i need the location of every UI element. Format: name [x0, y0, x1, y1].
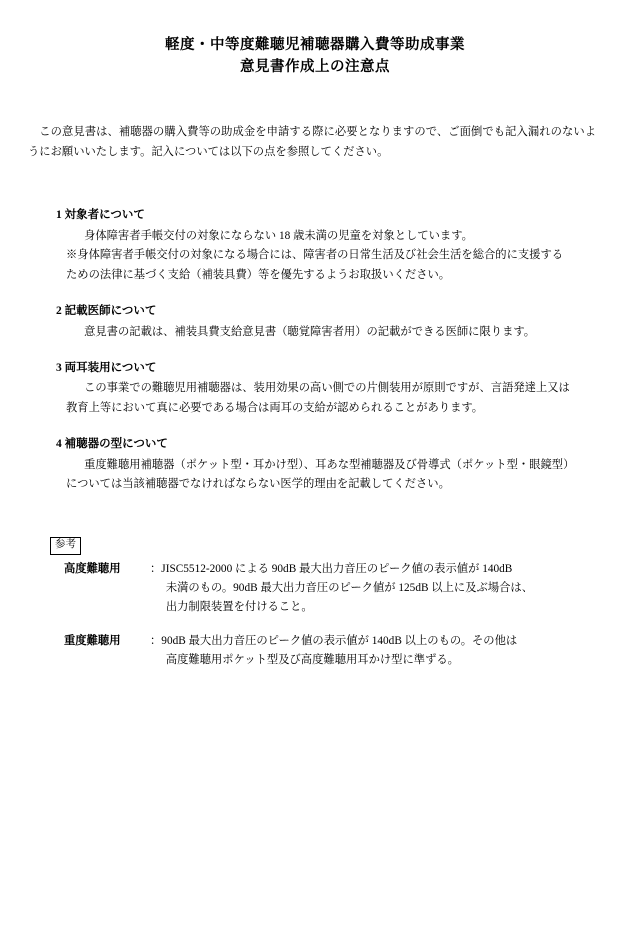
reference-label: 重度難聴用	[64, 634, 121, 647]
section-paragraph: 重度難聴用補聴器（ポケット型・耳かけ型）、耳あな型補聴器及び骨導式（ポケット型・眼鏡型）	[84, 458, 575, 471]
section-paragraph: 身体障害者手帳交付の対象にならない 18 歳未満の児童を対象としています。	[84, 229, 473, 242]
reference-line: 高度難聴用ポケット型及び高度難聴用耳かけ型に準ずる。	[165, 654, 459, 667]
section-body	[56, 456, 590, 495]
reference-label: 高度難聴用	[64, 562, 121, 575]
reference-line: 出力制限装置を付けること。	[165, 601, 313, 614]
sections-list	[0, 206, 630, 494]
title-line-1: 軽度・中等度難聴児補聴器購入費等助成事業	[165, 37, 465, 53]
title-line-2: 意見書作成上の注意点	[240, 59, 390, 76]
section-paragraph: については当該補聴器でなければならない医学的理由を記載してください。	[66, 477, 450, 490]
section-binaural	[56, 359, 590, 418]
section-heading: 1 対象者について	[56, 209, 145, 222]
section-heading: 2 記載医師について	[56, 305, 157, 318]
section-paragraph: 教育上等において真に必要である場合は両耳の支給が認められることがあります。	[66, 401, 484, 414]
section-heading: 3 両耳装用について	[56, 361, 157, 374]
reference-text	[150, 560, 533, 618]
reference-line: ：JISC5512-2000 による 90dB 最大出力音圧のピーク値の表示値が 140dB	[150, 562, 513, 575]
section-paragraph: ※身体障害者手帳交付の対象になる場合には、障害者の日常生活及び社会生活を総合的に支援する	[66, 249, 564, 262]
intro-paragraph	[0, 123, 630, 163]
section-doctor	[56, 302, 590, 342]
section-target-persons	[56, 206, 590, 285]
reference-line: 未満のもの。90dB 最大出力音圧のピーク値が 125dB 以上に及ぶ場合は、	[165, 582, 534, 594]
page-title	[0, 34, 630, 79]
section-device-type	[56, 435, 590, 494]
reference-line: ：90dB 最大出力音圧のピーク値の表示値が 140dB 以上のもの。その他は	[150, 634, 518, 647]
section-paragraph: 意見書の記載は、補装具費支給意見書（聴覚障害者用）の記載ができる医師に限ります。	[84, 325, 536, 338]
intro-text: この意見書は、補聴器の購入費等の助成金を申請する際に必要となりますので、ご面倒でも記入漏れのないようにお願いいたします。記入については以下の点を参照してください。	[28, 125, 596, 158]
section-paragraph: ための法律に基づく支給（補装具費）等を優先するようお取扱いください。	[66, 268, 451, 281]
section-heading: 4 補聴器の型について	[56, 438, 168, 451]
reference-block	[0, 536, 630, 670]
section-body	[56, 379, 590, 418]
reference-row-profound	[50, 632, 590, 671]
section-paragraph: この事業での難聴児用補聴器は、装用効果の高い側での片側装用が原則ですが、言語発達上又は	[84, 382, 570, 395]
section-body	[56, 227, 590, 285]
reference-text	[150, 632, 517, 671]
document-page	[0, 34, 630, 949]
section-body	[56, 323, 590, 342]
reference-row-severe-moderate	[50, 560, 590, 618]
reference-tag: 参考	[50, 537, 81, 554]
